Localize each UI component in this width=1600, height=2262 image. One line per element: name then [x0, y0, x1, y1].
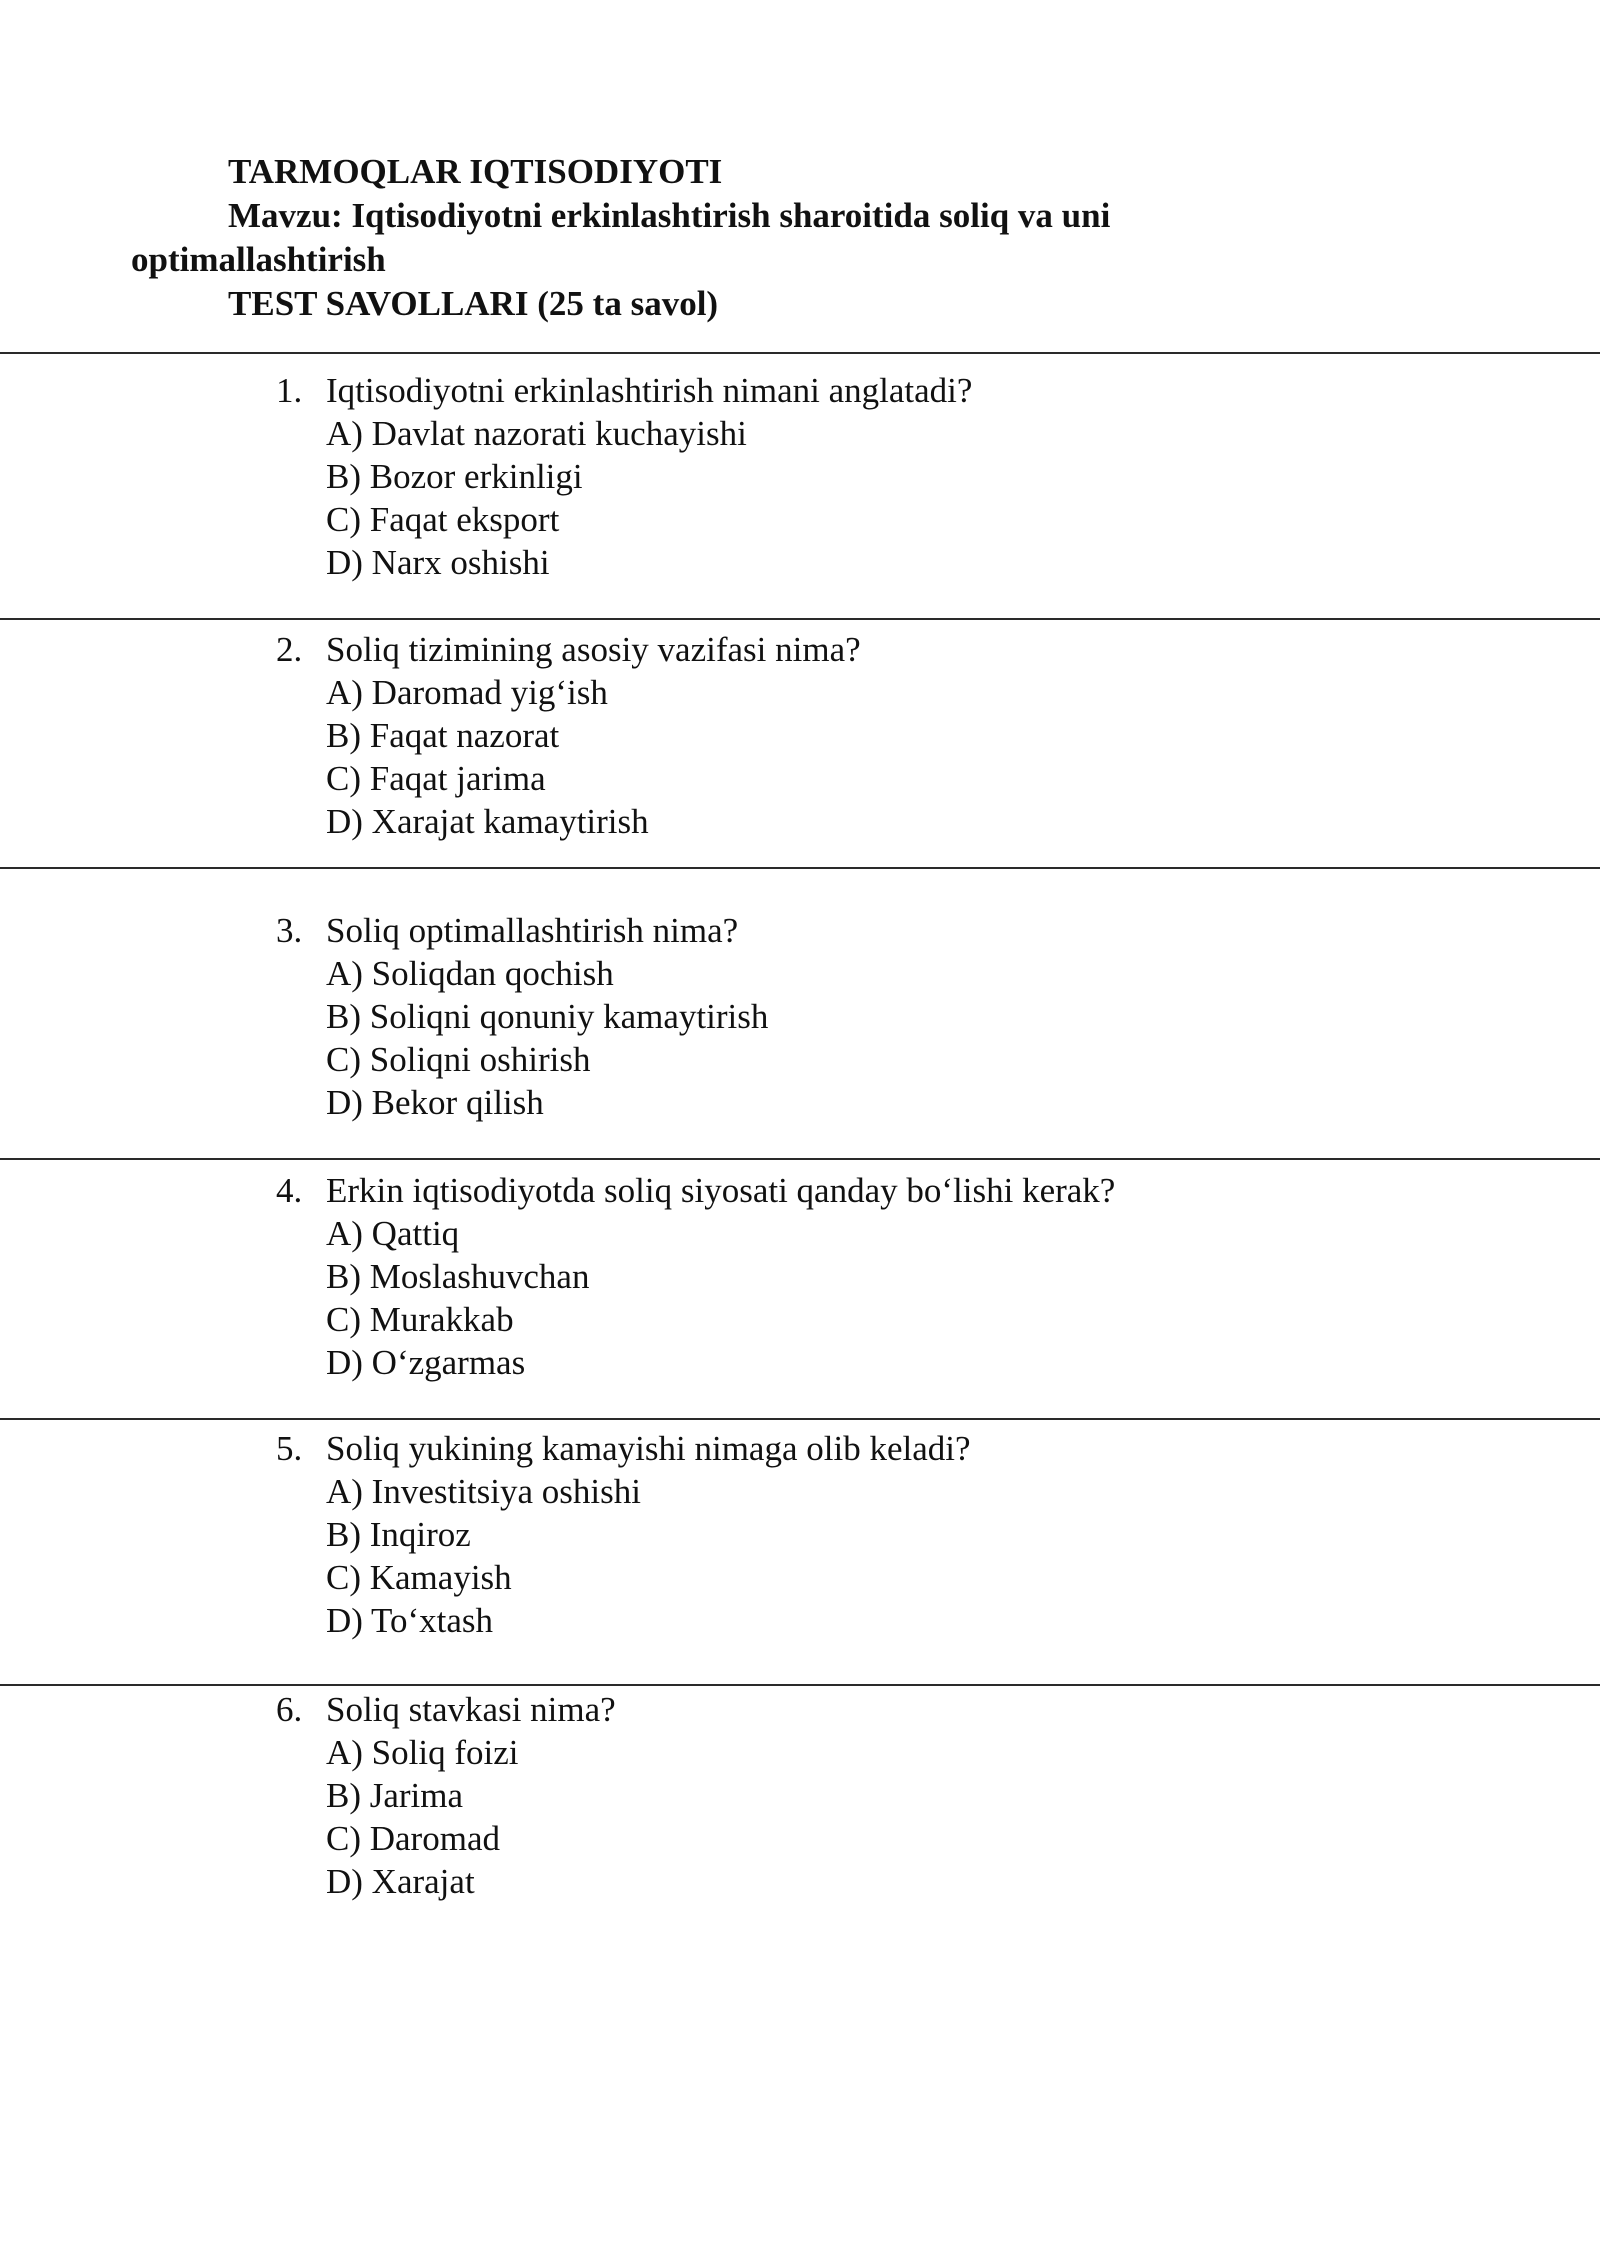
question-6	[0, 1688, 1600, 1903]
question-line	[0, 369, 1600, 412]
option-c	[0, 1556, 1600, 1599]
question-text: Iqtisodiyotni erkinlashtirish nimani anglatadi?	[326, 371, 973, 410]
option-text: C) Soliqni oshirish	[326, 1040, 591, 1079]
question-number: 2.	[276, 630, 303, 669]
option-b	[0, 1774, 1600, 1817]
divider-line	[0, 867, 1600, 869]
question-number: 1.	[276, 371, 303, 410]
subject-title: TARMOQLAR IQTISODIYOTI	[228, 152, 723, 191]
question-number: 3.	[276, 911, 303, 950]
test-title: TEST SAVOLLARI (25 ta savol)	[228, 284, 719, 323]
topic-line	[131, 194, 1328, 282]
option-a	[0, 1470, 1600, 1513]
option-text: A) Investitsiya oshishi	[326, 1472, 641, 1511]
option-d	[0, 1860, 1600, 1903]
question-line	[0, 1688, 1600, 1731]
question-line	[0, 1427, 1600, 1470]
question-number: 5.	[276, 1429, 303, 1468]
divider-line	[0, 1158, 1600, 1160]
option-d	[0, 541, 1600, 584]
option-b	[0, 455, 1600, 498]
question-number: 6.	[276, 1690, 303, 1729]
question-text: Soliq tizimining asosiy vazifasi nima?	[326, 630, 861, 669]
option-d	[0, 1341, 1600, 1384]
option-a	[0, 1212, 1600, 1255]
option-text: A) Soliqdan qochish	[326, 954, 614, 993]
option-text: C) Faqat eksport	[326, 500, 560, 539]
option-a	[0, 1731, 1600, 1774]
option-text: D) Xarajat	[326, 1862, 475, 1901]
option-text: B) Soliqni qonuniy kamaytirish	[326, 997, 769, 1036]
option-text: B) Bozor erkinligi	[326, 457, 583, 496]
option-text: D) Bekor qilish	[326, 1083, 544, 1122]
option-a	[0, 952, 1600, 995]
question-1	[0, 369, 1600, 584]
divider-line	[0, 618, 1600, 620]
option-text: A) Daromad yig‘ish	[326, 673, 608, 712]
option-text: D) Narx oshishi	[326, 543, 550, 582]
option-text: B) Jarima	[326, 1776, 464, 1815]
option-b	[0, 1513, 1600, 1556]
option-text: B) Faqat nazorat	[326, 716, 560, 755]
document-header	[131, 150, 1328, 326]
question-4	[0, 1169, 1600, 1384]
question-text: Soliq optimallashtirish nima?	[326, 911, 739, 950]
divider-line	[0, 352, 1600, 354]
divider-line	[0, 1684, 1600, 1686]
topic-text-line2: optimallashtirish	[131, 240, 386, 279]
option-text: A) Qattiq	[326, 1214, 460, 1253]
option-d	[0, 800, 1600, 843]
question-line	[0, 1169, 1600, 1212]
option-text: C) Daromad	[326, 1819, 500, 1858]
topic-text-line1: Mavzu: Iqtisodiyotni erkinlashtirish sharoitida soliq va uni	[228, 196, 1111, 235]
option-d	[0, 1599, 1600, 1642]
option-b	[0, 714, 1600, 757]
option-text: A) Soliq foizi	[326, 1733, 519, 1772]
option-text: B) Moslashuvchan	[326, 1257, 590, 1296]
option-d	[0, 1081, 1600, 1124]
option-b	[0, 1255, 1600, 1298]
option-text: D) Xarajat kamaytirish	[326, 802, 649, 841]
option-c	[0, 757, 1600, 800]
option-b	[0, 995, 1600, 1038]
question-line	[0, 628, 1600, 671]
option-c	[0, 1038, 1600, 1081]
option-text: A) Davlat nazorati kuchayishi	[326, 414, 747, 453]
option-a	[0, 671, 1600, 714]
question-text: Soliq stavkasi nima?	[326, 1690, 616, 1729]
divider-line	[0, 1418, 1600, 1420]
option-c	[0, 1298, 1600, 1341]
option-text: C) Faqat jarima	[326, 759, 546, 798]
question-5	[0, 1427, 1600, 1642]
option-a	[0, 412, 1600, 455]
question-number: 4.	[276, 1171, 303, 1210]
question-3	[0, 909, 1600, 1124]
option-text: B) Inqiroz	[326, 1515, 471, 1554]
question-text: Erkin iqtisodiyotda soliq siyosati qanday bo‘lishi kerak?	[326, 1171, 1116, 1210]
option-c	[0, 498, 1600, 541]
option-text: C) Murakkab	[326, 1300, 514, 1339]
question-2	[0, 628, 1600, 843]
option-text: C) Kamayish	[326, 1558, 512, 1597]
option-c	[0, 1817, 1600, 1860]
question-line	[0, 909, 1600, 952]
question-text: Soliq yukining kamayishi nimaga olib keladi?	[326, 1429, 971, 1468]
option-text: D) To‘xtash	[326, 1601, 494, 1640]
option-text: D) O‘zgarmas	[326, 1343, 526, 1382]
